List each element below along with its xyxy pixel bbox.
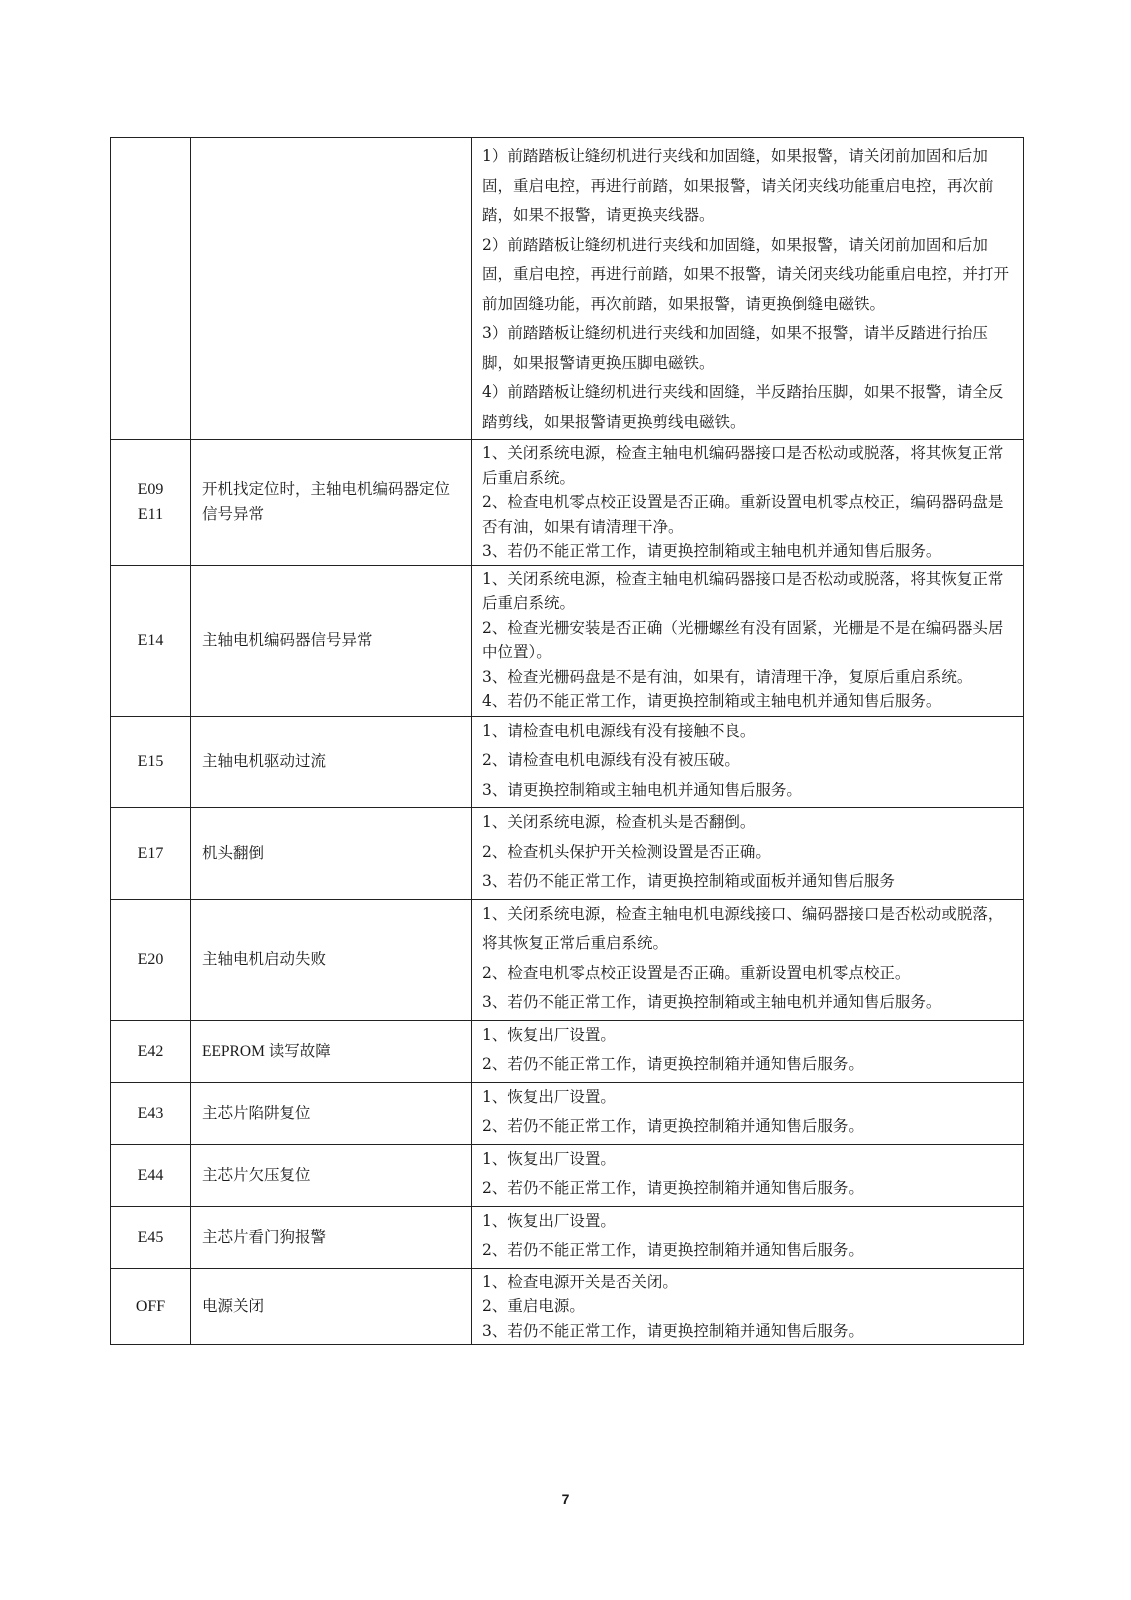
table-row	[111, 1206, 1024, 1268]
error-code: E09	[137, 481, 164, 499]
solution-step: 2、请检查电机电源线有没有被压破。	[482, 751, 740, 769]
table-row	[111, 716, 1024, 808]
description-cell: 主芯片欠压复位	[191, 1144, 472, 1206]
error-code: E44	[137, 1166, 164, 1184]
solution-step: 4）前踏踏板让缝纫机进行夹线和固缝，半反踏抬压脚，如果不报警，请全反踏剪线，如果报警请更换剪线电磁铁。	[482, 383, 1004, 431]
solution-step: 3、若仍不能正常工作，请更换控制箱或主轴电机并通知售后服务。	[482, 993, 942, 1011]
page-number: 7	[561, 1491, 570, 1507]
solution-step: 3、请更换控制箱或主轴电机并通知售后服务。	[482, 780, 802, 799]
solution-step: 3、若仍不能正常工作，请更换控制箱并通知售后服务。	[482, 1321, 864, 1340]
error-code-table	[110, 137, 1024, 1345]
solution-step: 2、检查机头保护开关检测设置是否正确。	[482, 842, 771, 861]
solution-step: 1）前踏踏板让缝纫机进行夹线和加固缝，如果报警，请关闭前加固和后加固，重启电控，再进行前踏，如果报警，请关闭夹线功能重启电控，再次前踏，如果不报警，请更换夹线器。	[482, 147, 994, 224]
solution-cell	[472, 899, 1024, 1020]
description-cell: 电源关闭	[191, 1268, 472, 1345]
solution-step: 1、请检查电机电源线有没有接触不良。	[482, 721, 756, 740]
description-cell: 主芯片看门狗报警	[191, 1206, 472, 1268]
solution-cell	[472, 440, 1024, 566]
solution-step: 3）前踏踏板让缝纫机进行夹线和加固缝，如果不报警，请半反踏进行抬压脚，如果报警请更换压脚电磁铁。	[482, 324, 988, 372]
description-cell: 机头翻倒	[191, 808, 472, 900]
table-row	[111, 440, 1024, 566]
solution-cell	[472, 565, 1024, 716]
error-code-cell	[111, 138, 191, 440]
error-code: E42	[137, 1042, 164, 1060]
description-cell: 主轴电机启动失败	[191, 899, 472, 1020]
solution-step: 1、关闭系统电源，检查主轴电机编码器接口是否松动或脱落，将其恢复正常后重启系统。	[482, 569, 1004, 612]
solution-step: 3、若仍不能正常工作，请更换控制箱或面板并通知售后服务	[482, 872, 895, 890]
error-code: OFF	[135, 1297, 166, 1315]
solution-step: 1、恢复出厂设置。	[482, 1211, 616, 1230]
error-code: E11	[137, 506, 164, 524]
solution-cell	[472, 1268, 1024, 1345]
solution-cell	[472, 138, 1024, 440]
error-code-cell	[111, 716, 191, 808]
solution-step: 2、若仍不能正常工作，请更换控制箱并通知售后服务。	[482, 1241, 864, 1259]
solution-step: 2、若仍不能正常工作，请更换控制箱并通知售后服务。	[482, 1179, 864, 1197]
error-code: E43	[137, 1104, 164, 1122]
solution-step: 1、恢复出厂设置。	[482, 1149, 616, 1168]
table-row	[111, 1268, 1024, 1345]
error-code-cell	[111, 1206, 191, 1268]
error-code: E15	[137, 753, 164, 771]
table-row	[111, 1082, 1024, 1144]
solution-cell	[472, 1206, 1024, 1268]
error-code: E20	[137, 951, 164, 968]
description-cell: 开机找定位时，主轴电机编码器定位信号异常	[191, 440, 472, 566]
error-code-cell	[111, 1082, 191, 1144]
solution-cell	[472, 1082, 1024, 1144]
solution-cell	[472, 1020, 1024, 1082]
solution-step: 2、若仍不能正常工作，请更换控制箱并通知售后服务。	[482, 1055, 864, 1073]
table-row	[111, 138, 1024, 440]
solution-step: 3、若仍不能正常工作，请更换控制箱或主轴电机并通知售后服务。	[482, 542, 942, 560]
solution-step: 3、检查光栅码盘是不是有油，如果有，请清理干净，复原后重启系统。	[482, 667, 973, 686]
solution-step: 1、关闭系统电源，检查主轴电机电源线接口、编码器接口是否松动或脱落，将其恢复正常后重启系统。	[482, 904, 1004, 952]
solution-step: 1、关闭系统电源，检查机头是否翻倒。	[482, 813, 756, 831]
error-code: E45	[137, 1228, 164, 1246]
description-cell: 主轴电机编码器信号异常	[191, 565, 472, 716]
error-code-cell	[111, 899, 191, 1020]
solution-step: 1、恢复出厂设置。	[482, 1087, 616, 1106]
table-row	[111, 808, 1024, 900]
solution-step: 2、检查电机零点校正设置是否正确。重新设置电机零点校正。	[482, 963, 911, 982]
solution-cell	[472, 1144, 1024, 1206]
error-code: E14	[137, 632, 164, 649]
description-cell	[191, 138, 472, 440]
solution-step: 2、检查光栅安装是否正确（光栅螺丝有没有固紧，光栅是不是在编码器头居中位置）。	[482, 618, 1004, 661]
error-code-cell	[111, 1020, 191, 1082]
solution-step: 1、检查电源开关是否关闭。	[482, 1272, 678, 1291]
table-row	[111, 1144, 1024, 1206]
solution-step: 1、恢复出厂设置。	[482, 1025, 616, 1044]
table-row	[111, 565, 1024, 716]
solution-step: 2）前踏踏板让缝纫机进行夹线和加固缝，如果报警，请关闭前加固和后加固，重启电控，再进行前踏，如果不报警，请关闭夹线功能重启电控，并打开前加固缝功能，再次前踏，如果报警，请更换倒缝电磁铁。	[482, 235, 1010, 313]
error-code-cell	[111, 808, 191, 900]
solution-step: 2、检查电机零点校正设置是否正确。重新设置电机零点校正，编码器码盘是否有油，如果有请清理干净。	[482, 493, 1004, 536]
error-code-cell	[111, 565, 191, 716]
description-cell: EEPROM 读写故障	[191, 1020, 472, 1082]
error-code-cell	[111, 440, 191, 566]
solution-step: 2、若仍不能正常工作，请更换控制箱并通知售后服务。	[482, 1117, 864, 1135]
table-row	[111, 899, 1024, 1020]
description-cell: 主轴电机驱动过流	[191, 716, 472, 808]
error-code: E17	[137, 844, 164, 862]
error-code-cell	[111, 1268, 191, 1345]
error-code-cell	[111, 1144, 191, 1206]
solution-cell	[472, 716, 1024, 808]
description-cell: 主芯片陷阱复位	[191, 1082, 472, 1144]
solution-step: 1、关闭系统电源，检查主轴电机编码器接口是否松动或脱落，将其恢复正常后重启系统。	[482, 444, 1004, 487]
table-row	[111, 1020, 1024, 1082]
solution-cell	[472, 808, 1024, 900]
solution-step: 4、若仍不能正常工作，请更换控制箱或主轴电机并通知售后服务。	[482, 692, 942, 710]
solution-step: 2、重启电源。	[482, 1297, 585, 1315]
